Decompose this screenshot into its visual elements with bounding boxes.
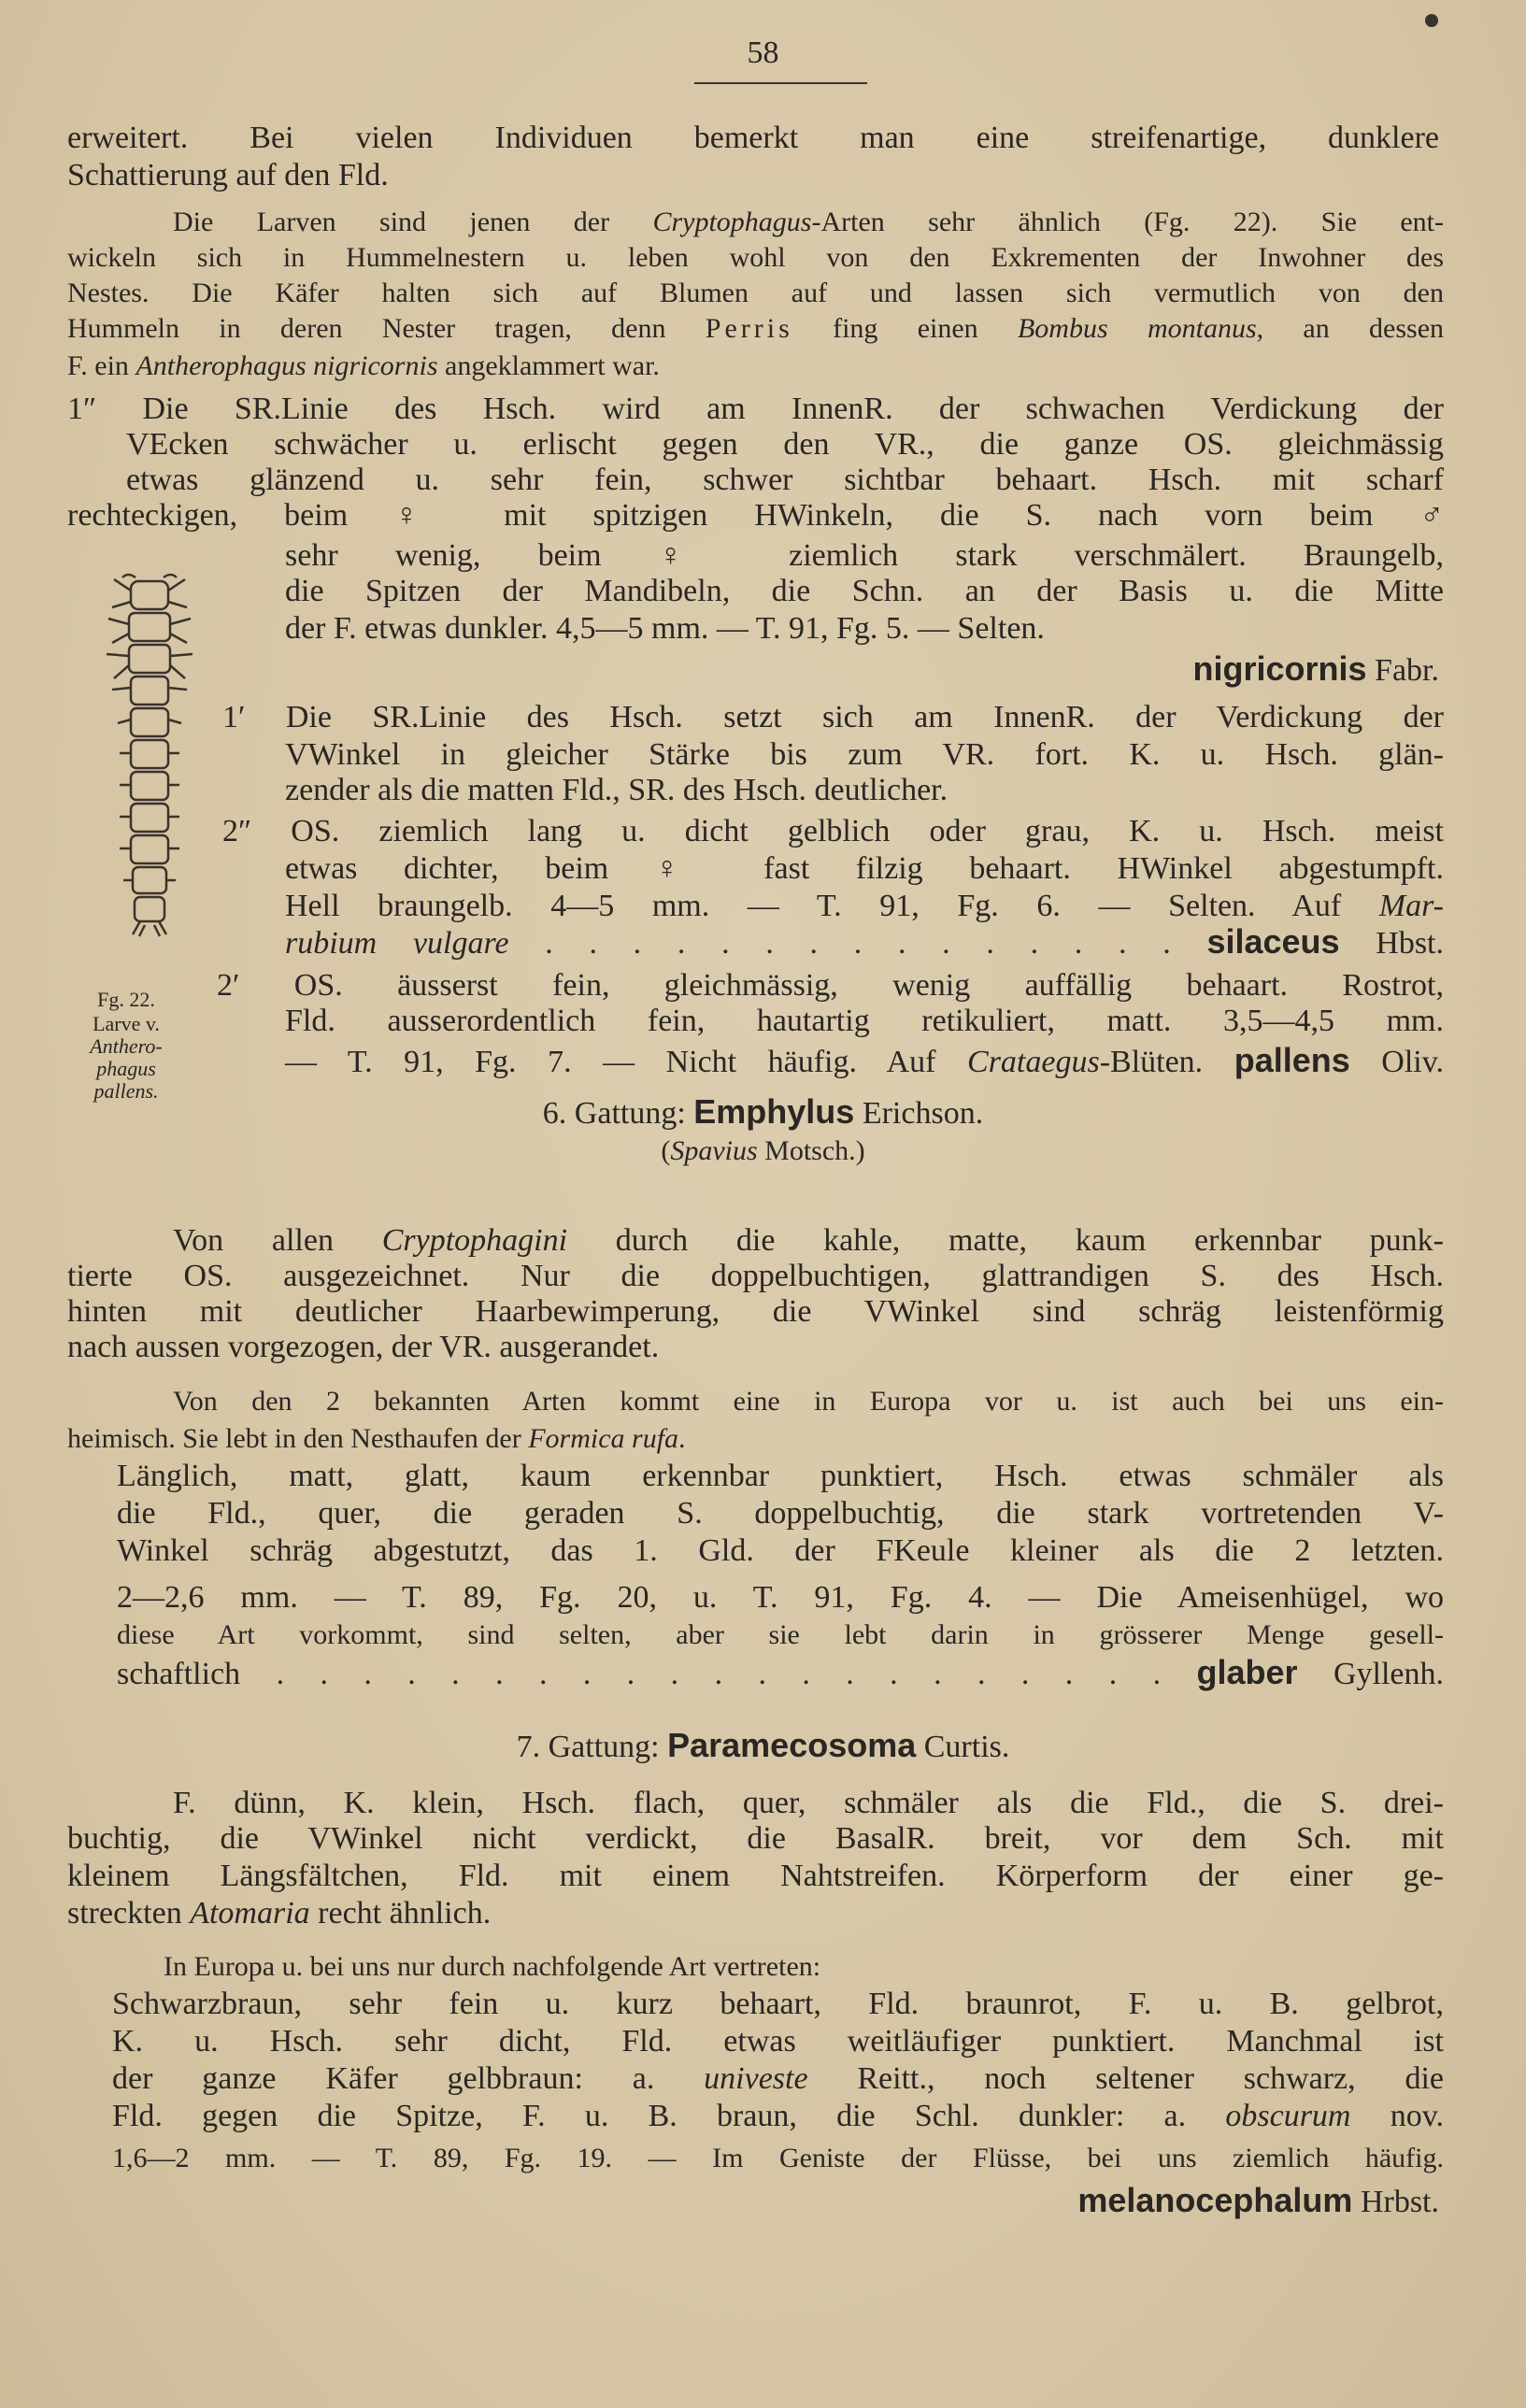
italic-term: univeste: [704, 2061, 808, 2096]
text-line: [1028, 650, 1439, 690]
text-run: 6. Gattung:: [542, 1096, 694, 1131]
text-run: buchtig, die VWinkel nicht verdickt, die BasalR. breit, vor dem Sch. mit: [67, 1821, 1444, 1856]
italic-term: obscurum: [1225, 2099, 1351, 2133]
text-line: [67, 239, 1444, 277]
text-line: [117, 1617, 1444, 1654]
text-line: [67, 275, 1444, 312]
italic-term: Bombus montanus: [1017, 313, 1257, 344]
text-run: Hrbst.: [1352, 2185, 1439, 2219]
text-run: 7. Gattung:: [516, 1730, 668, 1764]
text-line: [117, 1579, 1444, 1617]
text-run: recht ähnlich.: [309, 1896, 492, 1931]
text-run: Fld. ausserordentlich fein, hautartig retikuliert, matt. 3,5—4,5 mm.: [285, 1004, 1444, 1038]
species-name: pallens: [1234, 1041, 1350, 1079]
text-run: 2″ OS. ziemlich lang u. dicht gelblich oder grau, K. u. Hsch. meist: [222, 814, 1444, 848]
italic-term: rubium vulgare: [285, 926, 509, 961]
text-run: Von allen: [173, 1223, 382, 1258]
text-line: [67, 1858, 1444, 1895]
text-line: [117, 1495, 1444, 1532]
figure-caption-line: Larve v.: [93, 1012, 160, 1035]
text-run: Fabr.: [1366, 653, 1439, 688]
species-name: glaber: [1196, 1653, 1298, 1691]
text-run: .: [678, 1423, 686, 1454]
text-run: die Spitzen der Mandibeln, die Schn. an der Basis u. die Mitte: [285, 574, 1444, 608]
text-line: [112, 1986, 1444, 2023]
text-run: Schwarzbraun, sehr fein u. kurz behaart, Fld. braunrot, F. u. B. gelbrot,: [112, 1987, 1444, 2021]
text-run: wickeln sich in Hummelnestern u. leben wohl von den Exkrementen der Inwohner des: [67, 242, 1444, 273]
italic-term: Cryptophagus: [652, 207, 812, 237]
figure-caption-line: phagus: [96, 1057, 156, 1080]
text-line: [285, 923, 1444, 962]
text-run: F. ein: [67, 350, 136, 381]
text-run: , an dessen: [1256, 313, 1445, 344]
text-run: Oliv.: [1349, 1045, 1445, 1079]
text-line: [285, 1042, 1444, 1081]
text-line: [117, 1458, 1444, 1495]
text-run: . . . . . . . . . . . . . . .: [508, 926, 1207, 961]
text-line: [285, 850, 1444, 888]
text-run: erweitert. Bei vielen Individuen bemerkt man eine streifenartige, dunklere: [67, 121, 1439, 155]
text-run: durch die kahle, matte, kaum erkennbar punk-: [567, 1223, 1445, 1258]
text-run: Erichson.: [854, 1096, 984, 1131]
text-run: 2—2,6 mm. — T. 89, Fg. 20, u. T. 91, Fg. 4. — Die Ameisenhügel, wo: [117, 1580, 1444, 1615]
text-line: [173, 1785, 1444, 1822]
ink-spot: [1425, 14, 1438, 27]
text-run: Die Larven sind jenen der: [173, 207, 653, 237]
text-run: heimisch. Sie lebt in den Nesthaufen der: [67, 1423, 529, 1454]
text-run: K. u. Hsch. sehr dicht, Fld. etwas weitläufiger punktiert. Manchmal ist: [112, 2024, 1444, 2059]
text-line: [112, 2023, 1444, 2060]
text-run: diese Art vorkommt, sind selten, aber sie lebt darin in grösserer Menge gesell-: [117, 1619, 1444, 1650]
text-run: schaftlich . . . . . . . . . . . . . . . . . . . . .: [117, 1657, 1197, 1691]
text-run: VWinkel in gleicher Stärke bis zum VR. fort. K. u. Hsch. glän-: [285, 737, 1444, 772]
text-line: [126, 462, 1444, 499]
species-name: melanocephalum: [1077, 2181, 1353, 2219]
species-name: Paramecosoma: [667, 1726, 917, 1764]
text-line: [285, 736, 1444, 774]
text-line: [285, 610, 1392, 648]
text-line: [164, 1948, 1187, 1986]
text-line: [67, 1820, 1444, 1858]
italic-term: Mar-: [1378, 889, 1444, 923]
italic-term: Formica rufa: [528, 1423, 679, 1454]
text-run: In Europa u. bei uns nur durch nachfolgende Art vertreten:: [164, 1951, 821, 1982]
text-run: 2′ OS. äusserst fein, gleichmässig, wenig auffällig behaart. Rostrot,: [217, 968, 1444, 1003]
text-line: [67, 157, 523, 194]
text-line: [173, 1222, 1444, 1260]
text-line: [0, 1133, 1526, 1170]
text-run: Perris: [705, 313, 793, 344]
figure-caption-line: Anthero-: [90, 1034, 163, 1058]
text-line: [67, 348, 916, 385]
text-run: Winkel schräg abgestutzt, das 1. Gld. der FKeule kleiner als die 2 letzten.: [117, 1533, 1444, 1568]
text-run: kleinem Längsfältchen, Fld. mit einem Nahtstreifen. Körperform der einer ge-: [67, 1859, 1444, 1893]
text-run: F. dünn, K. klein, Hsch. flach, quer, schmäler als die Fld., die S. drei-: [173, 1786, 1444, 1820]
italic-term: Cryptophagini: [381, 1223, 568, 1258]
text-line: [0, 1093, 1526, 1133]
page-number: 58: [747, 36, 779, 70]
text-line: [1000, 2182, 1439, 2221]
text-line: [67, 1258, 1444, 1295]
text-run: fing einen: [792, 313, 1018, 344]
text-line: [67, 1895, 663, 1932]
species-name: silaceus: [1206, 922, 1340, 961]
text-run: 1′ Die SR.Linie des Hsch. setzt sich am InnenR. der Verdickung der: [222, 700, 1444, 734]
text-run: die Fld., quer, die geraden S. doppelbuchtig, die stark vortretenden V-: [117, 1496, 1444, 1531]
text-line: [173, 204, 1444, 241]
text-line: [117, 1654, 1444, 1693]
text-run: VEcken schwächer u. erlischt gegen den VR., die ganze OS. gleichmässig: [126, 427, 1444, 462]
text-run: hinten mit deutlicher Haarbewimperung, die VWinkel sind schräg leistenförmig: [67, 1294, 1444, 1329]
figure-caption-number: Fg. 22.: [97, 988, 155, 1011]
text-line: [112, 2098, 1444, 2135]
text-line: [67, 1420, 934, 1458]
text-run: 1,6—2 mm. — T. 89, Fg. 19. — Im Geniste der Flüsse, bei uns ziemlich häufig.: [112, 2143, 1444, 2173]
italic-term: Atomaria: [190, 1896, 310, 1931]
text-line: [112, 2140, 1444, 2177]
text-run: der ganze Käfer gelbbraun: a.: [112, 2061, 705, 2096]
text-line: [173, 1383, 1444, 1420]
text-run: Reitt., noch seltener schwarz, die: [807, 2061, 1444, 2096]
text-run: nov.: [1350, 2099, 1444, 2133]
text-line: [67, 391, 1444, 428]
text-run: Hbst.: [1339, 926, 1444, 961]
italic-term: Spavius: [670, 1135, 758, 1166]
text-line: [285, 772, 1224, 809]
text-run: Gyllenh.: [1297, 1657, 1444, 1691]
page-number-rule: [694, 82, 867, 84]
text-line: [285, 537, 1444, 575]
figure-caption-line: pallens.: [93, 1079, 159, 1103]
text-run: -Arten sehr ähnlich (Fg. 22). Sie ent-: [811, 207, 1445, 237]
text-run: rechteckigen, beim ♀ mit spitzigen HWinkeln, die S. nach vorn beim ♂: [67, 498, 1444, 533]
text-run: sehr wenig, beim ♀ ziemlich stark verschmälert. Braungelb,: [285, 538, 1444, 573]
text-run: Länglich, matt, glatt, kaum erkennbar punktiert, Hsch. etwas schmäler als: [117, 1459, 1444, 1493]
text-line: [67, 1329, 897, 1366]
text-run: streckten: [67, 1896, 191, 1931]
text-run: tierte OS. ausgezeichnet. Nur die doppelbuchtigen, glattrandigen S. des Hsch.: [67, 1259, 1444, 1293]
italic-term: Antherophagus nigricornis: [135, 350, 438, 381]
text-run: etwas glänzend u. sehr fein, schwer sichtbar behaart. Hsch. mit scharf: [126, 463, 1444, 497]
text-line: [285, 573, 1444, 610]
text-line: [217, 967, 1444, 1005]
text-run: angeklammert war.: [437, 350, 660, 381]
text-run: Curtis.: [916, 1730, 1010, 1764]
text-run: (: [661, 1135, 671, 1166]
text-line: [126, 426, 1444, 463]
italic-term: Crataegus: [967, 1045, 1100, 1079]
text-line: [67, 1293, 1444, 1331]
text-line: [222, 699, 1444, 736]
text-line: [0, 1727, 1526, 1766]
text-line: [67, 310, 1444, 348]
text-run: nach aussen vorgezogen, der VR. ausgerandet.: [67, 1330, 660, 1364]
text-run: Hell braungelb. 4—5 mm. — T. 91, Fg. 6. — Selten. Auf: [285, 889, 1379, 923]
text-line: [285, 1003, 1444, 1040]
text-run: 1″ Die SR.Linie des Hsch. wird am InnenR. der schwachen Verdickung der: [67, 392, 1444, 426]
text-run: Hummeln in deren Nester tragen, denn: [67, 313, 706, 344]
text-run: zender als die matten Fld., SR. des Hsch. deutlicher.: [285, 773, 948, 807]
text-run: Nestes. Die Käfer halten sich auf Blumen auf und lassen sich vermutlich von den: [67, 278, 1444, 308]
text-run: -Blüten.: [1099, 1045, 1234, 1079]
text-line: [67, 120, 1439, 157]
text-line: [67, 497, 1444, 534]
species-name: nigricornis: [1192, 649, 1367, 688]
larva-illustration-icon: [93, 570, 206, 972]
text-run: Fld. gegen die Spitze, F. u. B. braun, die Schl. dunkler: a.: [112, 2099, 1226, 2133]
species-name: Emphylus: [693, 1092, 855, 1131]
text-run: der F. etwas dunkler. 4,5—5 mm. — T. 91, Fg. 5. — Selten.: [285, 611, 1045, 646]
text-run: Von den 2 bekannten Arten kommt eine in Europa vor u. ist auch bei uns ein-: [173, 1386, 1444, 1417]
text-line: [285, 888, 1444, 925]
text-run: Schattierung auf den Fld.: [67, 158, 389, 192]
text-run: — T. 91, Fg. 7. — Nicht häufig. Auf: [285, 1045, 968, 1079]
text-line: [117, 1532, 1444, 1570]
text-run: etwas dichter, beim ♀ fast filzig behaart. HWinkel abgestumpft.: [285, 851, 1444, 886]
text-line: [222, 813, 1444, 850]
text-run: Motsch.): [757, 1135, 865, 1166]
text-line: [112, 2060, 1444, 2098]
